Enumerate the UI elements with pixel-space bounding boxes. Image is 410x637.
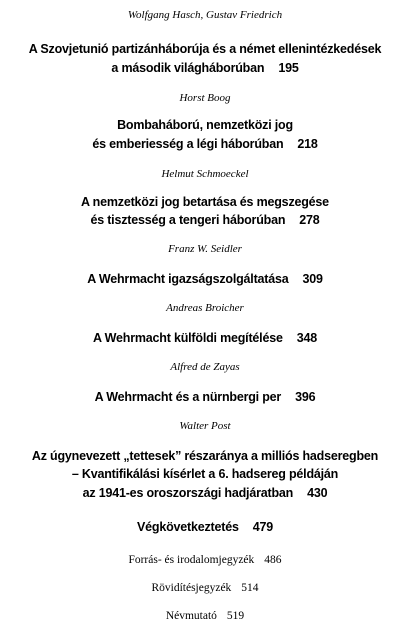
toc-entry-title-line: Bombaháború, nemzetközi jog — [117, 118, 293, 132]
toc-entry-page-number: 348 — [296, 331, 317, 345]
toc-entry-page-number: 519 — [226, 610, 245, 622]
toc-entry-page-number: 479 — [252, 520, 273, 534]
toc-entry-page-number: 430 — [307, 486, 328, 500]
toc-entry-page-number: 218 — [297, 137, 318, 151]
toc-entry-page-number: 514 — [241, 582, 259, 594]
toc-entry-author: Franz W. Seidler — [168, 243, 242, 255]
toc-entry-title-line: A nemzetközi jog betartása és megszegése — [81, 195, 329, 209]
toc-entry-author: Alfred de Zayas — [170, 361, 240, 373]
toc-conclusion: Végkövetkeztetés 479 — [137, 520, 273, 534]
toc-entry-page-number: 278 — [299, 213, 320, 227]
toc-entry-page-number: 309 — [302, 272, 323, 286]
toc-entry-title-line: A Szovjetunió partizánháborúja és a német ellenintézkedések — [28, 42, 382, 56]
toc-entry-author: Wolfgang Hasch, Gustav Friedrich — [127, 9, 283, 21]
toc-entry-title-line: A Wehrmacht külföldi megítélése 348 — [93, 331, 317, 345]
toc-entry-page-number: 486 — [264, 554, 282, 566]
toc-entry-title-line: és emberiesség a légi háborúban 218 — [92, 137, 318, 151]
toc-entry-page-number: 396 — [295, 390, 316, 404]
toc-entry-title-line: az 1941-es oroszországi hadjáratban 430 — [82, 486, 328, 500]
toc-entry-author: Horst Boog — [179, 92, 231, 104]
toc-entry-page-number: 195 — [278, 61, 299, 75]
toc-entry-title-line: A Wehrmacht és a nürnbergi per 396 — [94, 390, 316, 404]
toc-back-matter-item: Forrás- és irodalomjegyzék 486 — [128, 554, 282, 566]
toc-entry-title-line: – Kvantifikálási kísérlet a 6. hadsereg példáján — [71, 467, 339, 481]
toc-entry-title-line: A Wehrmacht igazságszolgáltatása 309 — [87, 272, 323, 286]
toc-back-matter-item: Névmutató 519 — [165, 610, 245, 622]
toc-entry-title-line: és tisztesség a tengeri háborúban 278 — [90, 213, 320, 227]
toc-entry-author: Andreas Broicher — [166, 302, 244, 314]
toc-entry-title-line: a második világháborúban 195 — [111, 61, 299, 75]
toc-entry-author: Helmut Schmoeckel — [161, 168, 249, 180]
toc-entry-title-line: Az úgynevezett „tettesek” részaránya a milliós hadseregben — [31, 449, 379, 463]
toc-entry-author: Walter Post — [179, 420, 231, 432]
toc-back-matter-item: Rövidítésjegyzék 514 — [151, 582, 259, 594]
